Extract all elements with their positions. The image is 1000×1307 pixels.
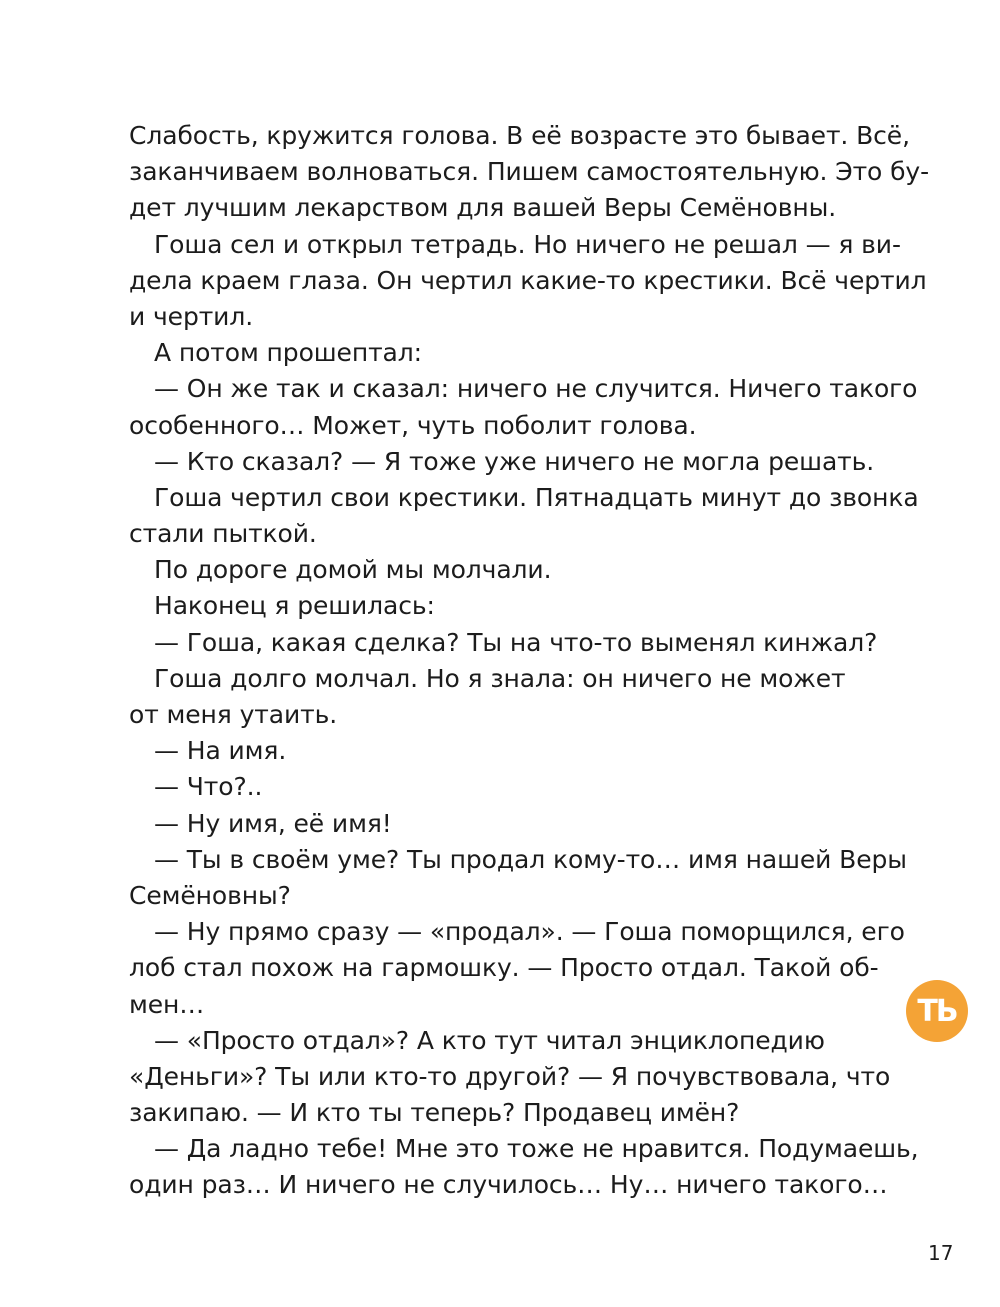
text-line: — Да ладно тебе! Мне это тоже не нравится. Подумаешь, [154,1134,919,1164]
text-line: Слабость, кружится голова. В её возрасте это бывает. Всё, [129,121,910,150]
text-line: дела краем глаза. Он чертил какие-то крестики. Всё чертил [129,265,927,295]
text-line: Гоша сел и открыл тетрадь. Но ничего не решал — я ви- [154,229,901,259]
text-line: и чертил. [129,301,254,331]
text-line: — На имя. [154,736,287,766]
text-line: Гоша долго молчал. Но я знала: он ничего не может [154,663,846,693]
text-line: — Ты в своём уме? Ты продал кому-то… имя нашей Веры [154,844,907,874]
text-line: — Что?.. [154,772,263,802]
text-line: — Ну имя, её имя! [154,808,392,838]
page-number: 17 [928,1241,954,1265]
text-line: — Кто сказал? — Я тоже уже ничего не могла решать. [154,446,875,476]
text-line: стали пыткой. [129,519,317,549]
text-line: — Гоша, какая сделка? Ты на что-то выменял кинжал? [154,627,878,657]
text-line: — Ну прямо сразу — «продал». — Гоша поморщился, его [154,917,905,947]
text-line: — Он же так и сказал: ничего не случится. Ничего такого [154,374,918,404]
text-line: По дороге домой мы молчали. [154,555,552,585]
text-line: лоб стал похож на гармошку. — Просто отдал. Такой об- [129,953,879,983]
text-line: Наконец я решилась: [154,591,435,621]
text-line: Семёновны? [129,880,291,910]
page-text [129,118,930,1204]
text-line: Гоша чертил свои крестики. Пятнадцать минут до звонка [154,482,919,512]
chapter-badge-icon [906,980,968,1042]
text-line: заканчиваем волноваться. Пишем самостоятельную. Это бу- [129,157,930,187]
text-line: закипаю. — И кто ты теперь? Продавец имён? [129,1098,740,1128]
text-line: мен… [129,989,205,1019]
text-line: один раз… И ничего не случилось… Ну… ничего такого… [129,1170,888,1200]
text-line: «Деньги»? Ты или кто-то другой? — Я почувствовала, что [129,1061,891,1091]
text-line: А потом прошептал: [154,338,422,368]
text-line: от меня утаить. [129,700,338,729]
text-line: особенного… Может, чуть поболит голова. [129,410,697,440]
text-line: — «Просто отдал»? А кто тут читал энциклопедию [154,1025,825,1055]
text-line: дет лучшим лекарством для вашей Веры Семёновны. [129,193,837,223]
chapter-badge-label: ТЬ [917,993,957,1029]
